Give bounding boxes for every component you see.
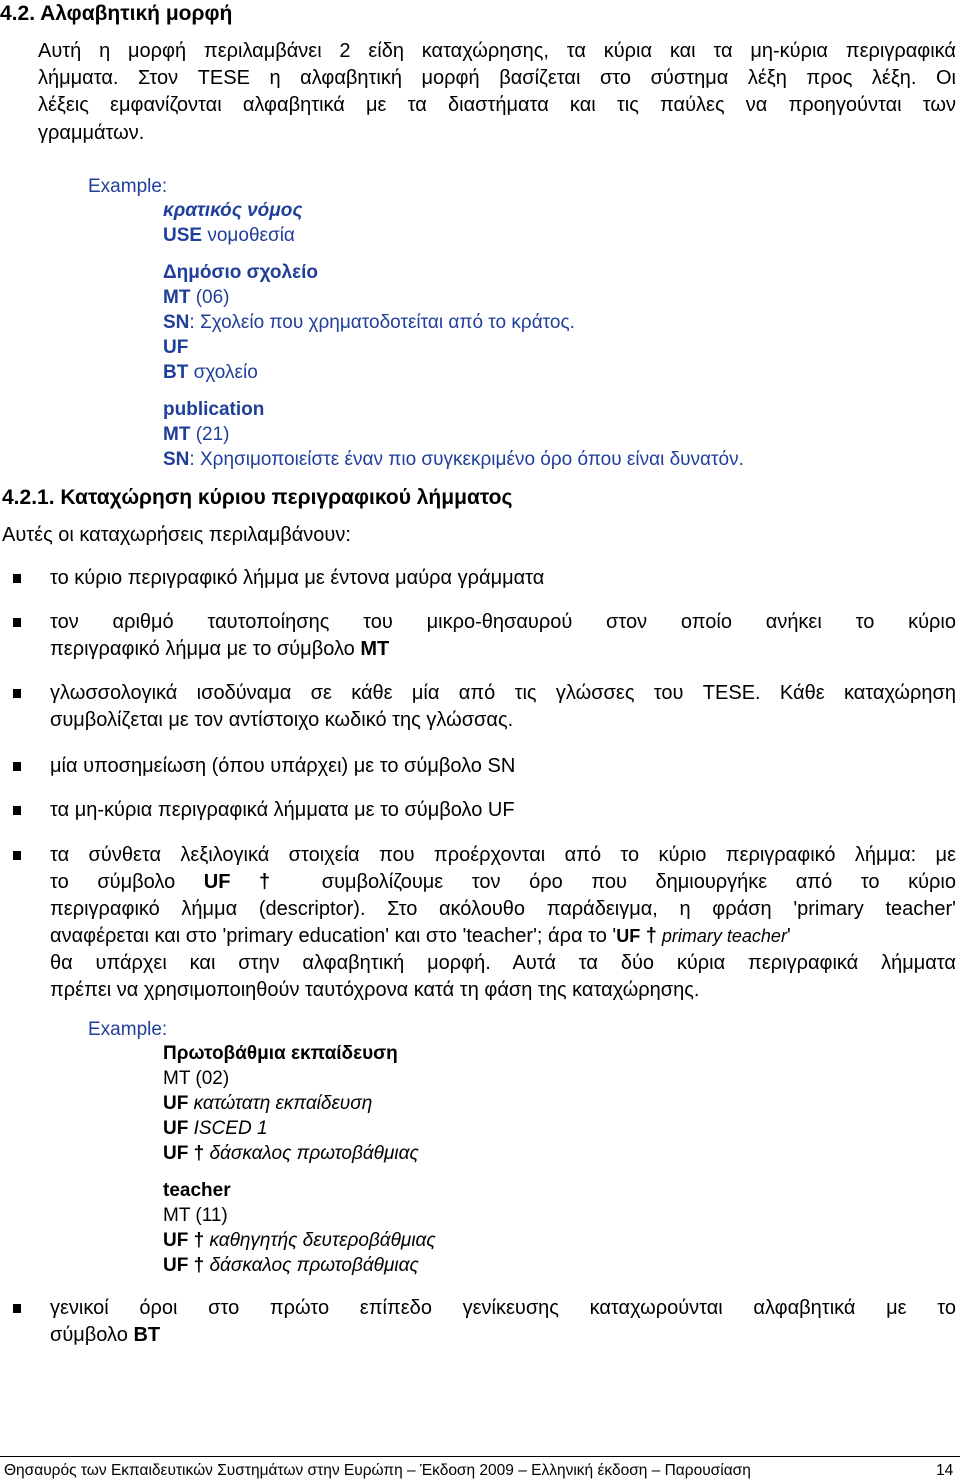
bullet-text: συμβολίζεται με τον αντίστοιχο κωδικό της γλώσσας. xyxy=(50,709,514,731)
dagger-icon: † xyxy=(193,1143,205,1164)
subsection-intro: Αυτές οι καταχωρήσεις περιλαμβάνουν: xyxy=(2,524,351,546)
entry-uf: UF † καθηγητής δευτεροβάθμιας xyxy=(163,1230,436,1251)
intro-line-1: Αυτή η μορφή περιλαμβάνει 2 είδη καταχώρησης, τα κύρια και τα μη-κύρια περιγραφικά xyxy=(38,40,956,62)
entry-term: Πρωτοβάθμια εκπαίδευση xyxy=(163,1043,398,1064)
intro-line-4: γραμμάτων. xyxy=(38,122,145,144)
bullet-text: αναφέρεται και στο 'primary education' και στο 'teacher'; άρα το 'UF † primary teacher' xyxy=(50,925,791,947)
bullet-marker xyxy=(13,574,21,583)
bullet-marker xyxy=(13,618,21,627)
dagger-icon: † xyxy=(645,925,657,947)
bullet-text: περιγραφικό λήμμα (descriptor). Στο ακόλουθο παράδειγμα, η φράση 'primary teacher' xyxy=(50,898,956,920)
bullet-marker xyxy=(13,851,21,860)
footer-divider xyxy=(0,1456,960,1457)
dagger-icon: † xyxy=(193,1255,205,1276)
page-number: 14 xyxy=(936,1462,954,1479)
intro-line-2: λήμματα. Στον TESE η αλφαβητική μορφή βασίζεται στο σύστημα λέξη προς λέξη. Οι xyxy=(38,67,956,89)
bullet-text: γλωσσολογικά ισοδύναμα σε κάθε μία από τις γλώσσες του TESE. Κάθε καταχώρηση xyxy=(50,682,956,704)
entry-term: Δημόσιο σχολείο xyxy=(163,262,318,283)
bullet-text: τα μη-κύρια περιγραφικά λήμματα με το σύμβολο UF xyxy=(50,799,515,821)
bullet-text: το σύμβολο UF † συμβολίζουμε τον όρο που δημιουργήκε από το κύριο xyxy=(50,871,956,893)
entry-sn: SN: Σχολείο που χρηματοδοτείται από το κράτος. xyxy=(163,312,575,333)
entry-bt: BT σχολείο xyxy=(163,362,258,383)
bullet-marker xyxy=(13,689,21,698)
dagger-icon: † xyxy=(193,1230,205,1251)
example-label: Example: xyxy=(88,176,168,197)
entry-term: κρατικός νόμος xyxy=(163,200,303,221)
entry-sn: SN: Χρησιμοποιείστε έναν πιο συγκεκριμένο όρο όπου είναι δυνατόν. xyxy=(163,449,744,470)
bullet-marker xyxy=(13,806,21,815)
entry-uf: UF κατώτατη εκπαίδευση xyxy=(163,1093,373,1114)
entry-uf: UF † δάσκαλος πρωτοβάθμιας xyxy=(163,1255,419,1276)
bullet-marker xyxy=(13,1304,21,1313)
bullet-text: σύμβολο BT xyxy=(50,1324,161,1346)
bullet-text: θα υπάρχει και στην αλφαβητική μορφή. Αυτά τα δύο κύρια περιγραφικά λήμματα xyxy=(50,952,956,974)
entry-uf: UF † δάσκαλος πρωτοβάθμιας xyxy=(163,1143,419,1164)
bullet-text: πρέπει να χρησιμοποιηθούν ταυτόχρονα κατά τη φάση της καταχώρησης. xyxy=(50,979,700,1001)
entry-mt: MT (21) xyxy=(163,424,230,445)
example-label: Example: xyxy=(88,1019,168,1040)
intro-line-3: λέξεις εμφανίζονται αλφαβητικά με τα διαστήματα και τις παύλες να προηγούνται των xyxy=(38,94,956,116)
entry-mt: MT (02) xyxy=(163,1068,230,1089)
entry-use: USE νομοθεσία xyxy=(163,225,295,246)
dagger-icon: † xyxy=(259,871,294,893)
entry-term: publication xyxy=(163,399,265,420)
bullet-marker xyxy=(13,762,21,771)
bullet-text: τον αριθμό ταυτοποίησης του μικρο-θησαυρού στον οποίο ανήκει το κύριο xyxy=(50,611,956,633)
bullet-text: τα σύνθετα λεξιλογικά στοιχεία που προέρχονται από το κύριο περιγραφικό λήμμα: με xyxy=(50,844,956,866)
bullet-text: γενικοί όροι στο πρώτο επίπεδο γενίκευσης καταχωρούνται αλφαβητικά με το xyxy=(50,1297,956,1319)
bullet-text: το κύριο περιγραφικό λήμμα με έντονα μαύρα γράμματα xyxy=(50,567,545,589)
bullet-text: μία υποσημείωση (όπου υπάρχει) με το σύμβολο SN xyxy=(50,755,516,777)
entry-mt: MT (06) xyxy=(163,287,230,308)
subsection-title: 4.2.1. Καταχώρηση κύριου περιγραφικού λήμματος xyxy=(2,486,513,509)
entry-uf: UF ISCED 1 xyxy=(163,1118,268,1139)
entry-uf: UF xyxy=(163,337,189,358)
entry-term: teacher xyxy=(163,1180,231,1201)
bullet-text: περιγραφικό λήμμα με το σύμβολο MT xyxy=(50,638,390,660)
section-title: 4.2. Αλφαβητική μορφή xyxy=(0,2,233,25)
footer-text: Θησαυρός των Εκπαιδευτικών Συστημάτων στην Ευρώπη – Έκδοση 2009 – Ελληνική έκδοση – Παρουσίαση xyxy=(4,1462,751,1479)
entry-mt: MT (11) xyxy=(163,1205,228,1226)
